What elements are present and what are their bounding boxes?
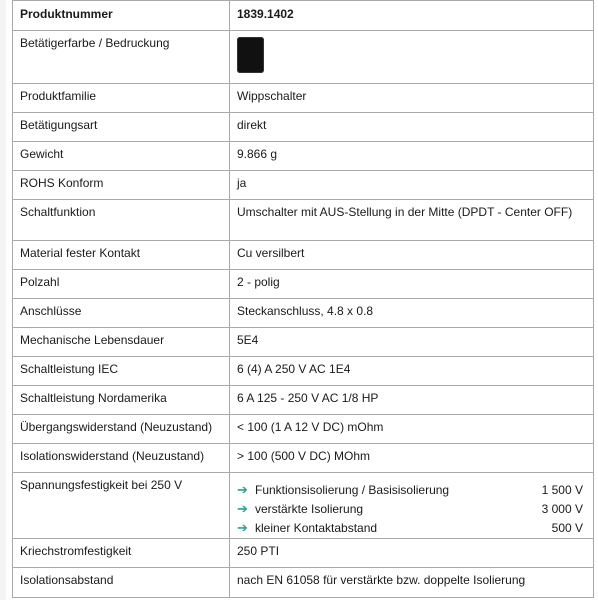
row-value: 6 A 125 - 250 V AC 1/8 HP bbox=[230, 386, 594, 415]
list-item bbox=[237, 499, 586, 518]
row-value: 6 (4) A 250 V AC 1E4 bbox=[230, 357, 594, 386]
row-label: ROHS Konform bbox=[13, 171, 230, 200]
header-label: Produktnummer bbox=[13, 1, 230, 31]
row-value: ja bbox=[230, 171, 594, 200]
row-value: Cu versilbert bbox=[230, 241, 594, 270]
table-row bbox=[13, 357, 594, 386]
list-item-value: 3 000 V bbox=[541, 501, 583, 516]
row-label: Mechanische Lebensdauer bbox=[13, 328, 230, 357]
row-label: Schaltfunktion bbox=[13, 200, 230, 241]
row-value: Steckanschluss, 4.8 x 0.8 bbox=[230, 299, 594, 328]
row-value: 2 - polig bbox=[230, 270, 594, 299]
row-value: nach EN 61058 für verstärkte bzw. doppelte Isolierung bbox=[230, 568, 594, 598]
row-label: Isolationswiderstand (Neuzustand) bbox=[13, 444, 230, 473]
row-value: direkt bbox=[230, 113, 594, 142]
table-row bbox=[13, 415, 594, 444]
table-row bbox=[13, 31, 594, 84]
page-left-edge bbox=[0, 0, 6, 600]
table-row bbox=[13, 473, 594, 539]
row-value: Umschalter mit AUS-Stellung in der Mitte (DPDT - Center OFF) bbox=[230, 200, 594, 241]
row-label: Spannungsfestigkeit bei 250 V bbox=[13, 473, 230, 539]
table-row bbox=[13, 142, 594, 171]
table-row-header bbox=[13, 1, 594, 31]
row-label: Übergangswiderstand (Neuzustand) bbox=[13, 415, 230, 444]
row-label: Gewicht bbox=[13, 142, 230, 171]
row-value: Wippschalter bbox=[230, 84, 594, 113]
list-item bbox=[237, 518, 586, 537]
row-value: 250 PTI bbox=[230, 539, 594, 568]
list-item-name: kleiner Kontaktabstand bbox=[255, 520, 378, 535]
table-row bbox=[13, 386, 594, 415]
list-item-value: 1 500 V bbox=[541, 482, 583, 497]
header-value: 1839.1402 bbox=[230, 1, 594, 31]
color-swatch bbox=[237, 37, 264, 73]
table-row bbox=[13, 444, 594, 473]
arrow-right-icon: ➔ bbox=[237, 481, 248, 497]
voltage-sublist bbox=[237, 480, 586, 537]
list-item-name: Funktionsisolierung / Basisisolierung bbox=[255, 482, 450, 497]
table-row bbox=[13, 568, 594, 598]
table-row bbox=[13, 84, 594, 113]
row-label: Produktfamilie bbox=[13, 84, 230, 113]
table-row bbox=[13, 200, 594, 241]
table-row bbox=[13, 270, 594, 299]
table-row bbox=[13, 328, 594, 357]
row-value: > 100 (500 V DC) MOhm bbox=[230, 444, 594, 473]
row-value: < 100 (1 A 12 V DC) mOhm bbox=[230, 415, 594, 444]
row-label: Anschlüsse bbox=[13, 299, 230, 328]
table-row bbox=[13, 539, 594, 568]
row-label: Betätigungsart bbox=[13, 113, 230, 142]
list-item bbox=[237, 480, 586, 499]
table-row bbox=[13, 171, 594, 200]
table-row bbox=[13, 113, 594, 142]
table-row bbox=[13, 241, 594, 270]
row-label: Betätigerfarbe / Bedruckung bbox=[13, 31, 230, 84]
row-value bbox=[230, 473, 594, 539]
list-item-value: 500 V bbox=[551, 520, 583, 535]
spec-table bbox=[12, 0, 594, 598]
row-value: 5E4 bbox=[230, 328, 594, 357]
row-label: Material fester Kontakt bbox=[13, 241, 230, 270]
row-value: 9.866 g bbox=[230, 142, 594, 171]
row-label: Schaltleistung Nordamerika bbox=[13, 386, 230, 415]
arrow-right-icon: ➔ bbox=[237, 500, 248, 516]
list-item-name: verstärkte Isolierung bbox=[255, 501, 364, 516]
row-label: Polzahl bbox=[13, 270, 230, 299]
row-label: Isolationsabstand bbox=[13, 568, 230, 598]
row-label: Kriechstromfestigkeit bbox=[13, 539, 230, 568]
row-value bbox=[230, 31, 594, 84]
row-label: Schaltleistung IEC bbox=[13, 357, 230, 386]
table-row bbox=[13, 299, 594, 328]
arrow-right-icon: ➔ bbox=[237, 519, 248, 535]
